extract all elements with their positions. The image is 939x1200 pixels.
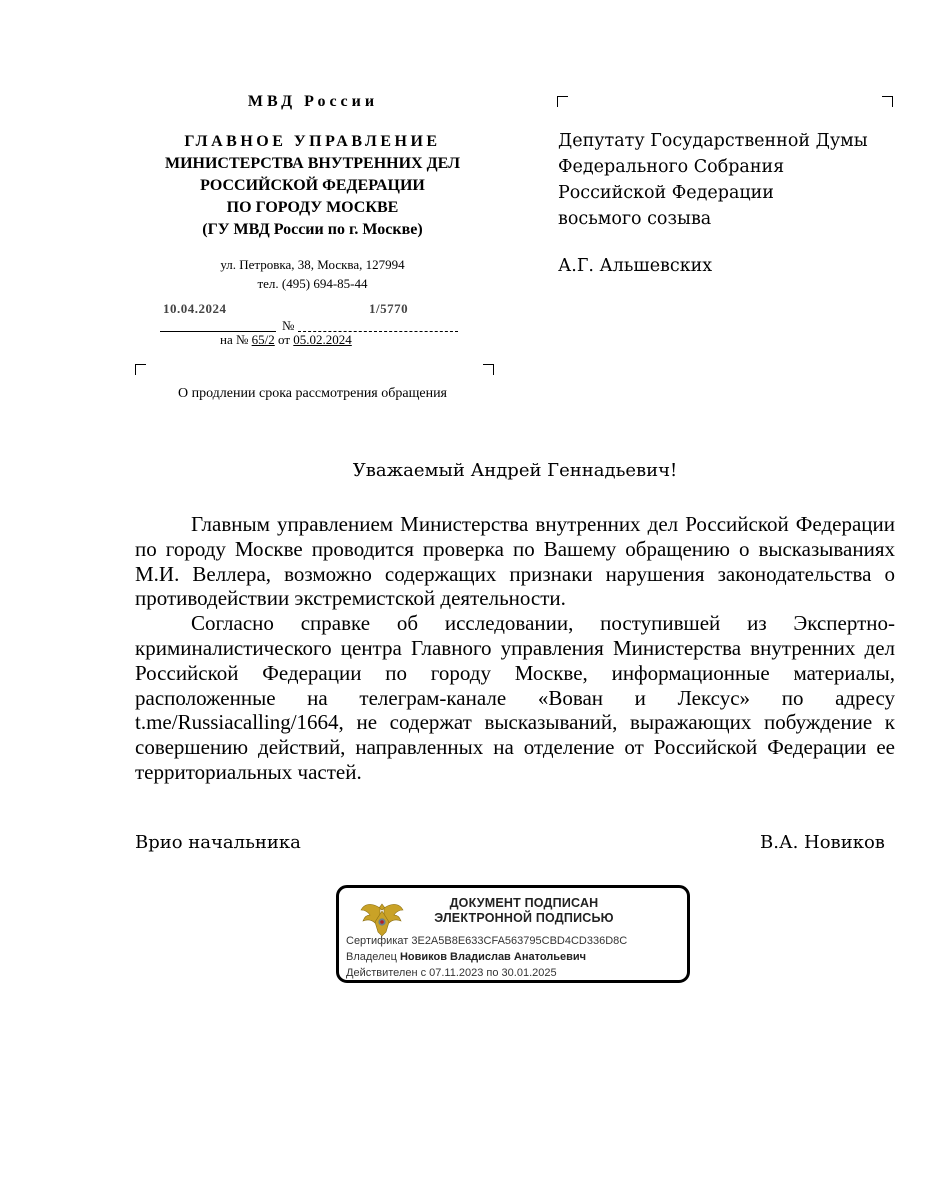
- registration-date: 10.04.2024: [163, 301, 227, 316]
- addressee-line-4: восьмого созыва: [558, 209, 712, 229]
- registration-number: 1/5770: [369, 301, 409, 316]
- stamp-title-line-2: ЭЛЕКТРОННОЙ ПОДПИСЬЮ: [434, 911, 614, 925]
- signatory-name: В.А. Новиков: [760, 832, 885, 853]
- subject-corner-left: [135, 364, 146, 375]
- reference-date: 05.02.2024: [293, 332, 352, 347]
- stamp-title: [419, 896, 629, 926]
- addressee-corner-right: [882, 96, 893, 107]
- stamp-validity-row: Действителен с 07.11.2023 по 30.01.2025: [346, 967, 557, 979]
- addressee-corner-left: [557, 96, 568, 107]
- department-address-block: [120, 255, 505, 293]
- reference-number: 65/2: [251, 332, 275, 347]
- letter-body: [135, 512, 895, 785]
- department-line-4: ПО ГОРОДУ МОСКВЕ: [226, 199, 399, 216]
- stamp-certificate-row: [346, 935, 627, 947]
- body-paragraph-1: Главным управлением Министерства внутренних дел Российской Федерации по городу Москве проводится проверка по Вашему обращению о высказываниях М.И. Веллера, возможно содержащих признаки нарушения законодательства о противодействии экстремистской деятельности.: [135, 512, 895, 611]
- certificate-value: 3E2A5B8E633CFA563795CBD4CD336D8C: [411, 935, 628, 947]
- owner-label: Владелец: [346, 951, 397, 963]
- addressee-line-1: Депутату Государственной Думы: [558, 131, 868, 151]
- department-address: ул. Петровка, 38, Москва, 127994: [220, 257, 405, 272]
- department-line-3: РОССИЙСКОЙ ФЕДЕРАЦИИ: [200, 177, 425, 194]
- signatory-title: Врио начальника: [135, 832, 301, 853]
- body-paragraph-2: Согласно справке об исследовании, поступившей из Экспертно-криминалистического центра Главного управления Министерства внутренних дел Российской Федерации по городу Москве, информационные материалы, расположенные на телеграм-канале «Вован и Лексус» по адресу t.me/Russiacalling/1664, не содержат высказываний, выражающих побуждение к совершению действий, направленных на отделение от Российской Федерации ее территориальных частей.: [135, 611, 895, 784]
- owner-value: Новиков Владислав Анатольевич: [399, 951, 587, 963]
- subject-corner-right: [483, 364, 494, 375]
- stamp-title-line-1: ДОКУМЕНТ ПОДПИСАН: [449, 896, 599, 910]
- department-phone: тел. (495) 694-85-44: [257, 276, 368, 291]
- addressee-block: [558, 128, 918, 232]
- letter-subject: О продлении срока рассмотрения обращения: [177, 386, 447, 401]
- mvd-emblem-icon: [359, 898, 405, 938]
- number-sign: №: [282, 318, 295, 333]
- department-line-2: МИНИСТЕРСТВА ВНУТРЕННИХ ДЕЛ: [164, 155, 460, 172]
- department-block: [120, 131, 505, 241]
- ministry-name: МВД России: [247, 93, 379, 110]
- reference-prefix: на №: [220, 332, 249, 347]
- addressee-line-3: Российской Федерации: [558, 183, 774, 203]
- stamp-owner-row: [346, 951, 586, 963]
- reference-line: [220, 332, 352, 348]
- certificate-label: Сертификат: [346, 935, 409, 947]
- salutation: Уважаемый Андрей Геннадьевич!: [352, 460, 678, 481]
- department-line-5: (ГУ МВД России по г. Москве): [202, 221, 423, 238]
- addressee-name: А.Г. Альшевских: [558, 256, 713, 276]
- department-line-1: ГЛАВНОЕ УПРАВЛЕНИЕ: [184, 133, 441, 150]
- electronic-signature-stamp: [336, 885, 690, 983]
- addressee-line-2: Федерального Собрания: [558, 157, 785, 177]
- reference-from: от: [278, 332, 291, 347]
